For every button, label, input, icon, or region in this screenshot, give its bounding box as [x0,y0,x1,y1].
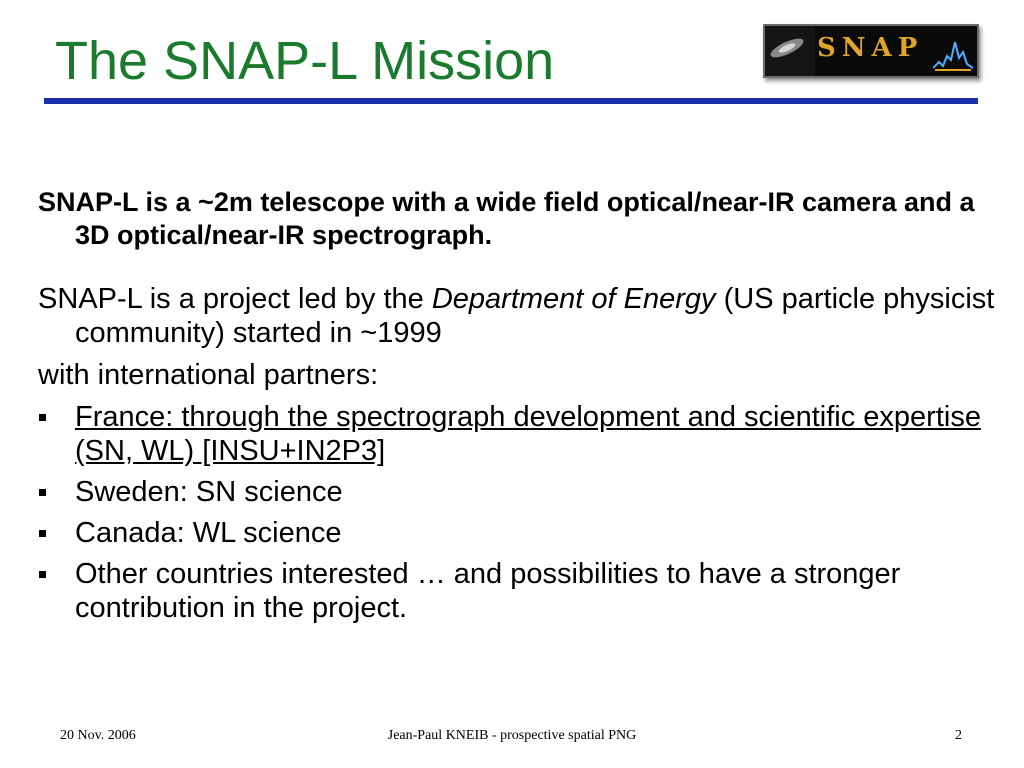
bullet-square-icon [39,530,46,537]
title-underline-rule [44,98,978,104]
spectrum-icon [933,32,973,72]
list-item-text: Canada: WL science [75,517,342,549]
footer-author: Jean-Paul KNEIB - prospective spatial PNG [387,728,637,743]
bullet-square-icon [39,489,46,496]
footer-date: 20 Nov. 2006 [60,728,136,743]
project-paragraph [38,282,998,350]
list-item-sweden [38,475,998,509]
slide-title: The SNAP-L Mission [55,31,555,91]
snap-logo [763,24,979,78]
france-link[interactable]: France: through the spectrograph development and scientific expertise (SN, WL) [INSU+IN2P3] [75,401,981,467]
slide-body [38,186,998,632]
list-item-france[interactable] [38,400,998,468]
list-item-text: Sweden: SN science [75,476,343,508]
project-text-end: (US particle physicist community) started in ~1999 [75,283,995,349]
galaxy-icon [765,26,815,76]
list-item-text: Other countries interested … and possibilities to have a stronger contribution in the project. [75,558,901,624]
bullet-square-icon [39,571,46,578]
footer-page-number: 2 [955,728,962,743]
list-item-other [38,557,998,625]
logo-text: SNAP [817,33,924,63]
partners-intro: with international partners: [38,359,379,391]
intro-paragraph: SNAP-L is a ~2m telescope with a wide field optical/near-IR camera and a 3D optical/near-IR spectrograph. [38,187,975,250]
project-text-start: SNAP-L is a project led by the [38,283,432,315]
partners-list [38,400,998,625]
bullet-square-icon [39,414,46,421]
list-item-canada [38,516,998,550]
department-of-energy-text: Department of Energy [431,283,716,315]
